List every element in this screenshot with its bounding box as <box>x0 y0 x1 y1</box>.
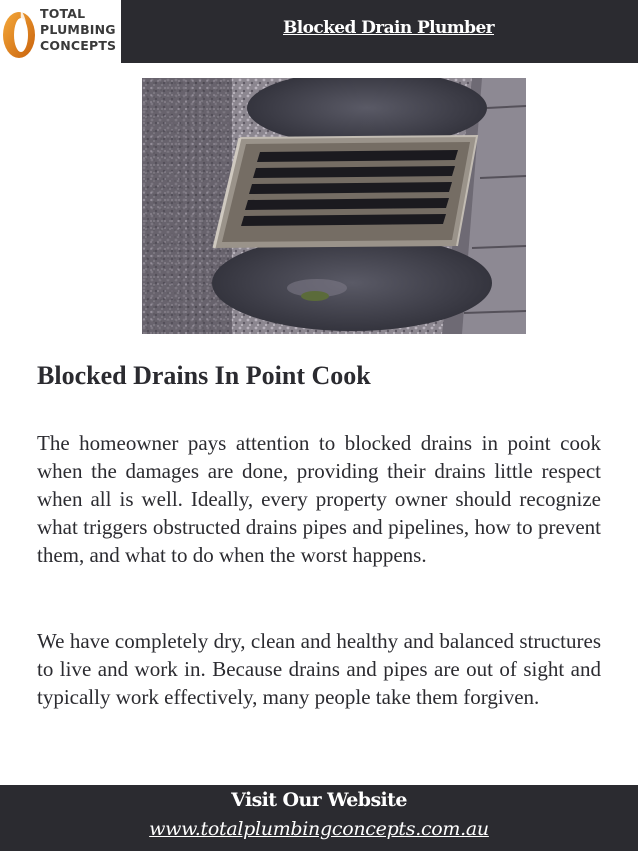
header-title[interactable]: Blocked Drain Plumber <box>283 18 495 38</box>
logo-wordmark <box>40 6 116 54</box>
visit-website-label: Visit Our Website <box>231 789 407 811</box>
logo-line-3: CONCEPTS <box>40 38 117 53</box>
website-link[interactable]: www.totalplumbingconcepts.com.au <box>149 818 489 840</box>
footer-bar <box>0 785 638 851</box>
logo-line-2: PLUMBING <box>40 22 116 37</box>
header-bar <box>0 0 638 63</box>
company-logo[interactable] <box>0 0 121 63</box>
storm-drain-grate-image <box>142 78 526 334</box>
article-heading: Blocked Drains In Point Cook <box>37 361 371 390</box>
article-paragraph-2: We have completely dry, clean and healthy and balanced structures to live and work in. Because drains and pipes are out of sight and typically work effectively, many people take them forgiven. <box>37 629 601 709</box>
logo-line-1: TOTAL <box>40 6 86 21</box>
article-paragraph-1: The homeowner pays attention to blocked drains in point cook when the damages are done, providing their drains little respect when all is well. Ideally, every property owner should recognize what triggers obstructed drains pipes and pipelines, how to prevent them, and what to do when the worst happens. <box>37 431 601 567</box>
flame-drop-logo-icon <box>2 4 36 60</box>
